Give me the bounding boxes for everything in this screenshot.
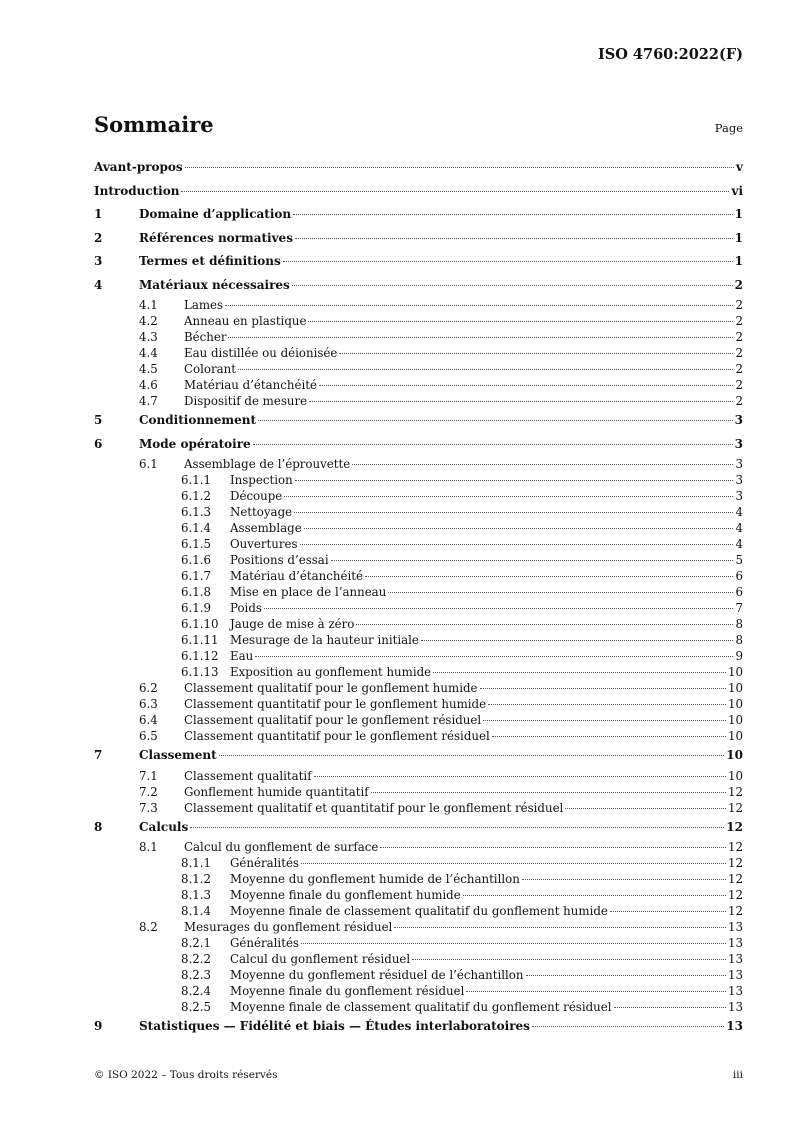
- toc-entry-number: 8.2.1: [181, 936, 212, 950]
- dot-leader: [255, 656, 733, 657]
- toc-entry[interactable]: [94, 504, 743, 520]
- toc-entry[interactable]: [94, 903, 743, 919]
- toc-entry-title: Mode opératoire: [139, 436, 251, 451]
- toc-entry[interactable]: [94, 600, 743, 616]
- toc-entry-title: Matériau d’étanchéité: [184, 378, 317, 392]
- dot-leader: [284, 496, 733, 497]
- toc-entry-number: 8.2.5: [181, 1000, 212, 1014]
- toc-entry-number: 6.1.13: [181, 665, 219, 679]
- toc-entry-title: Eau distillée ou déionisée: [184, 346, 338, 360]
- toc-entry-page: 3: [735, 473, 743, 487]
- dot-leader: [264, 608, 734, 609]
- toc-entry[interactable]: [94, 520, 743, 536]
- toc-entry-title: Eau: [230, 649, 254, 663]
- toc-entry-page: 6: [735, 585, 743, 599]
- toc-entry-title: Classement quantitatif pour le gonflement résiduel: [184, 729, 490, 743]
- dot-leader: [565, 808, 726, 809]
- dot-leader: [185, 167, 734, 168]
- toc-entry-number: 4.2: [139, 314, 158, 328]
- toc-entry[interactable]: [94, 568, 743, 584]
- page-footer: [94, 1069, 743, 1081]
- toc-entry-number: 8.1.1: [181, 856, 212, 870]
- copyright-notice: © ISO 2022 – Tous droits réservés: [94, 1069, 278, 1081]
- toc-entry[interactable]: [94, 871, 743, 887]
- toc-entry-number: 8.1.3: [181, 888, 212, 902]
- dot-leader: [253, 444, 733, 445]
- toc-entry-number: 4.4: [139, 346, 158, 360]
- toc-entry-title: Poids: [230, 601, 262, 615]
- dot-leader: [492, 736, 726, 737]
- toc-entry-title: Moyenne finale de classement qualitatif du gonflement résiduel: [230, 1000, 612, 1014]
- toc-entry-title: Assemblage de l’éprouvette: [184, 457, 351, 471]
- toc-entry-title: Gonflement humide quantitatif: [184, 784, 369, 799]
- toc-entry-title: Références normatives: [139, 230, 293, 245]
- dot-leader: [488, 704, 726, 705]
- toc-entry-title: Calcul du gonflement de surface: [184, 840, 379, 854]
- toc-entry-page: 2: [735, 346, 743, 360]
- toc-entry-page: 10: [727, 729, 743, 743]
- dot-leader: [301, 943, 726, 944]
- toc-entry-title: Inspection: [230, 473, 293, 487]
- toc-entry-page: vi: [731, 183, 743, 198]
- toc-entry[interactable]: [94, 180, 743, 204]
- toc-entry-page: 8: [735, 617, 743, 631]
- toc-entry[interactable]: [94, 552, 743, 568]
- toc-entry-title: Termes et définitions: [139, 254, 281, 268]
- toc-entry[interactable]: [94, 156, 743, 180]
- toc-entry-number: 7.1: [139, 768, 158, 783]
- toc-entry[interactable]: [94, 203, 743, 227]
- dot-leader: [466, 991, 726, 992]
- toc-entry-page: 13: [727, 936, 743, 950]
- toc-entry[interactable]: [94, 584, 743, 600]
- toc-entry[interactable]: [94, 345, 743, 361]
- dot-leader: [339, 353, 733, 354]
- toc-entry[interactable]: [94, 784, 743, 800]
- toc-entry[interactable]: [94, 839, 743, 855]
- toc-entry-title: Jauge de mise à zéro: [230, 617, 355, 631]
- toc-entry-page: 6: [735, 569, 743, 583]
- dot-leader: [308, 321, 733, 322]
- dot-leader: [610, 911, 726, 912]
- dot-leader: [181, 191, 729, 192]
- toc-entry-number: 7.3: [139, 800, 158, 815]
- dot-leader: [309, 401, 733, 402]
- toc-entry-page: 10: [727, 697, 743, 711]
- toc-entry-number: 7: [94, 748, 103, 762]
- toc-entry-number: 6.1.8: [181, 585, 212, 599]
- toc-entry-page: 3: [735, 457, 743, 471]
- toc-entry-number: 8.1.4: [181, 904, 212, 918]
- toc-entry-title: Conditionnement: [139, 413, 257, 427]
- toc-entry-number: 6.1.5: [181, 537, 212, 551]
- toc-entry-page: 12: [727, 872, 743, 886]
- toc-entry-page: 12: [727, 800, 743, 815]
- dot-leader: [300, 544, 734, 545]
- toc-entry-number: 4.1: [139, 298, 158, 312]
- toc-entry-number: 6.1.6: [181, 553, 212, 567]
- toc-entry-title: Moyenne du gonflement résiduel de l’échantillon: [230, 968, 524, 982]
- toc-entry-page: 1: [734, 254, 743, 268]
- toc-entry[interactable]: [94, 919, 743, 935]
- toc-entry-title: Exposition au gonflement humide: [230, 665, 432, 679]
- dot-leader: [614, 1007, 726, 1008]
- dot-leader: [433, 672, 726, 673]
- toc-entry-title: Généralités: [230, 856, 299, 870]
- toc-entry[interactable]: [94, 456, 743, 472]
- dot-leader: [526, 975, 726, 976]
- toc-entry[interactable]: [94, 680, 743, 696]
- toc-entry-page: 12: [727, 840, 743, 854]
- toc-title: Sommaire: [94, 112, 214, 137]
- toc-entry-title: Classement quantitatif pour le gonflement humide: [184, 697, 487, 711]
- toc-entry-page: 13: [727, 1000, 743, 1014]
- toc-entry-title: Calculs: [139, 819, 189, 834]
- dot-leader: [522, 879, 726, 880]
- toc-entry-number: 6.1.11: [181, 633, 219, 647]
- dot-leader: [219, 755, 725, 756]
- toc-entry-title: Découpe: [230, 489, 283, 503]
- dot-leader: [295, 238, 733, 239]
- toc-entry[interactable]: [94, 935, 743, 951]
- toc-entry-title: Introduction: [94, 183, 180, 198]
- toc-entry-page: 5: [735, 553, 743, 567]
- toc-entry-number: 6.1.1: [181, 473, 212, 487]
- toc-entry[interactable]: [94, 696, 743, 712]
- toc-entry-page: 10: [726, 748, 743, 762]
- toc-entry-page: 12: [727, 784, 743, 799]
- dot-leader: [421, 640, 734, 641]
- toc-entry-title: Moyenne finale du gonflement humide: [230, 888, 461, 902]
- toc-entry-number: 8.2.4: [181, 984, 212, 998]
- toc-entry[interactable]: [94, 297, 743, 313]
- dot-leader: [371, 792, 726, 793]
- dot-leader: [394, 927, 726, 928]
- toc-entry[interactable]: [94, 433, 743, 457]
- dot-leader: [283, 261, 733, 262]
- dot-leader: [225, 305, 733, 306]
- toc-entry-title: Dispositif de mesure: [184, 394, 308, 408]
- toc-entry-number: 6.1.4: [181, 521, 212, 535]
- toc-entry-title: Avant-propos: [94, 160, 183, 174]
- toc-entry-title: Nettoyage: [230, 505, 293, 519]
- toc-entry-title: Matériau d’étanchéité: [230, 569, 363, 583]
- toc-entry[interactable]: [94, 274, 743, 298]
- toc-entry-page: 9: [735, 649, 743, 663]
- toc-entry[interactable]: [94, 951, 743, 967]
- dot-leader: [463, 895, 726, 896]
- toc-entry-title: Mise en place de l’anneau: [230, 585, 387, 599]
- toc-entry-title: Statistiques — Fidélité et biais — Études interlaboratoires: [139, 1019, 530, 1033]
- toc-entry-title: Colorant: [184, 362, 237, 376]
- toc-entry-number: 2: [94, 230, 103, 245]
- toc-entry-number: 6.4: [139, 713, 158, 727]
- toc-entry-number: 8: [94, 819, 103, 834]
- toc-entry-title: Anneau en plastique: [184, 314, 307, 328]
- toc-entry[interactable]: [94, 377, 743, 393]
- toc-entry-page: 13: [727, 984, 743, 998]
- toc-entry-page: 12: [727, 904, 743, 918]
- dot-leader: [292, 285, 733, 286]
- toc-entry-page: 10: [727, 713, 743, 727]
- toc-entry-page: 13: [727, 952, 743, 966]
- toc-entry[interactable]: [94, 472, 743, 488]
- dot-leader: [412, 959, 726, 960]
- toc-entry-number: 4.7: [139, 394, 158, 408]
- toc-entry-page: 10: [727, 768, 743, 783]
- toc-entry-title: Ouvertures: [230, 537, 298, 551]
- toc-entry[interactable]: [94, 227, 743, 251]
- toc-entry-page: 2: [735, 362, 743, 376]
- dot-leader: [228, 337, 733, 338]
- dot-leader: [319, 385, 734, 386]
- dot-leader: [480, 688, 726, 689]
- toc-entry-page: 12: [727, 888, 743, 902]
- toc-entry[interactable]: [94, 250, 743, 274]
- toc-entry-number: 4.6: [139, 378, 158, 392]
- dot-leader: [356, 624, 733, 625]
- dot-leader: [388, 592, 733, 593]
- toc-entry-number: 6.1.9: [181, 601, 212, 615]
- toc-entry-page: 12: [726, 819, 743, 834]
- toc-entry-page: 1: [734, 207, 743, 221]
- toc-entry-number: 9: [94, 1019, 103, 1033]
- toc-entry-page: 4: [735, 505, 743, 519]
- toc-entry-page: 2: [734, 277, 743, 292]
- toc-entry-page: 3: [734, 436, 743, 451]
- toc-entry-title: Positions d’essai: [230, 553, 329, 567]
- toc-entry[interactable]: [94, 361, 743, 377]
- toc-entry-title: Matériaux nécessaires: [139, 277, 290, 292]
- toc-entry-page: 13: [727, 968, 743, 982]
- page-column-label: Page: [714, 121, 743, 135]
- toc-entry-number: 4.5: [139, 362, 158, 376]
- toc-entry-number: 6: [94, 436, 103, 451]
- toc-entry[interactable]: [94, 816, 743, 840]
- toc-entry[interactable]: [94, 616, 743, 632]
- toc-entry-page: 8: [735, 633, 743, 647]
- toc-entry-title: Classement qualitatif pour le gonflement résiduel: [184, 713, 482, 727]
- toc-entry-title: Classement qualitatif: [184, 768, 312, 783]
- toc-entry[interactable]: [94, 800, 743, 816]
- dot-leader: [190, 827, 724, 828]
- toc-entry-number: 6.1.7: [181, 569, 212, 583]
- toc-entry-title: Mesurages du gonflement résiduel: [184, 920, 393, 934]
- toc-entry[interactable]: [94, 983, 743, 999]
- toc-entry[interactable]: [94, 632, 743, 648]
- toc-entry-title: Lames: [184, 298, 224, 312]
- toc-entry-number: 4: [94, 277, 103, 292]
- dot-leader: [238, 369, 733, 370]
- toc-entry-title: Moyenne du gonflement humide de l’échantillon: [230, 872, 520, 886]
- dot-leader: [293, 214, 733, 215]
- table-of-contents: [94, 156, 743, 1039]
- toc-entry-title: Domaine d’application: [139, 207, 292, 221]
- toc-entry-page: 2: [735, 394, 743, 408]
- toc-entry-number: 8.2.3: [181, 968, 212, 982]
- toc-entry-page: 2: [735, 298, 743, 312]
- toc-entry[interactable]: [94, 648, 743, 664]
- toc-entry[interactable]: [94, 712, 743, 728]
- toc-entry[interactable]: [94, 1015, 743, 1039]
- toc-entry-title: Classement: [139, 748, 217, 762]
- toc-entry[interactable]: [94, 536, 743, 552]
- toc-entry-number: 1: [94, 207, 103, 221]
- toc-entry-page: 13: [727, 920, 743, 934]
- toc-entry-page: 7: [735, 601, 743, 615]
- toc-entry-title: Classement qualitatif et quantitatif pour le gonflement résiduel: [184, 800, 564, 815]
- toc-entry[interactable]: [94, 967, 743, 983]
- page-number: iii: [732, 1069, 743, 1081]
- toc-entry-number: 6.2: [139, 681, 158, 695]
- toc-entry-number: 4.3: [139, 330, 158, 344]
- toc-entry-number: 8.2: [139, 920, 158, 934]
- dot-leader: [301, 863, 726, 864]
- toc-entry-number: 6.1.2: [181, 489, 212, 503]
- toc-entry[interactable]: [94, 393, 743, 409]
- toc-entry-page: 10: [727, 665, 743, 679]
- toc-entry-title: Mesurage de la hauteur initiale: [230, 633, 419, 647]
- toc-entry-page: 13: [726, 1019, 743, 1033]
- toc-entry-page: 3: [734, 413, 743, 427]
- dot-leader: [532, 1026, 724, 1027]
- toc-entry[interactable]: [94, 768, 743, 784]
- toc-entry[interactable]: [94, 887, 743, 903]
- toc-entry-page: 4: [735, 521, 743, 535]
- toc-entry-number: 6.1.3: [181, 505, 212, 519]
- dot-leader: [380, 847, 726, 848]
- dot-leader: [483, 720, 726, 721]
- toc-entry-number: 6.1.10: [181, 617, 219, 631]
- toc-entry[interactable]: [94, 728, 743, 744]
- toc-entry-title: Moyenne finale de classement qualitatif du gonflement humide: [230, 904, 608, 918]
- toc-entry[interactable]: [94, 664, 743, 680]
- toc-entry-page: 3: [735, 489, 743, 503]
- toc-entry-page: 1: [734, 230, 743, 245]
- toc-entry-title: Calcul du gonflement résiduel: [230, 952, 411, 966]
- toc-entry-title: Classement qualitatif pour le gonflement humide: [184, 681, 478, 695]
- toc-entry-page: 12: [727, 856, 743, 870]
- toc-entry-page: v: [736, 160, 743, 174]
- toc-entry[interactable]: [94, 855, 743, 871]
- toc-entry-number: 6.1.12: [181, 649, 219, 663]
- toc-entry-number: 8.1: [139, 840, 158, 854]
- toc-entry[interactable]: [94, 329, 743, 345]
- dot-leader: [258, 420, 733, 421]
- dot-leader: [304, 528, 734, 529]
- document-id: ISO 4760:2022(F): [597, 46, 743, 63]
- toc-entry-title: Bécher: [184, 330, 227, 344]
- dot-leader: [295, 480, 734, 481]
- toc-entry-number: 7.2: [139, 784, 158, 799]
- toc-entry-number: 8.2.2: [181, 952, 212, 966]
- dot-leader: [294, 512, 733, 513]
- toc-entry-number: 8.1.2: [181, 872, 212, 886]
- toc-entry-page: 2: [735, 330, 743, 344]
- dot-leader: [352, 464, 733, 465]
- toc-heading-row: [94, 112, 743, 137]
- toc-entry[interactable]: [94, 488, 743, 504]
- toc-entry-number: 5: [94, 413, 103, 427]
- toc-entry-page: 2: [735, 314, 743, 328]
- toc-entry-page: 2: [735, 378, 743, 392]
- dot-leader: [331, 560, 734, 561]
- toc-entry-title: Généralités: [230, 936, 299, 950]
- toc-entry-title: Assemblage: [230, 521, 302, 535]
- toc-entry-title: Moyenne finale du gonflement résiduel: [230, 984, 465, 998]
- dot-leader: [365, 576, 734, 577]
- toc-entry[interactable]: [94, 409, 743, 433]
- toc-entry-number: 6.3: [139, 697, 158, 711]
- toc-entry-page: 4: [735, 537, 743, 551]
- toc-entry-number: 6.5: [139, 729, 158, 743]
- dot-leader: [314, 776, 726, 777]
- toc-entry-number: 3: [94, 254, 103, 268]
- toc-entry[interactable]: [94, 999, 743, 1015]
- toc-entry-page: 10: [727, 681, 743, 695]
- toc-entry[interactable]: [94, 313, 743, 329]
- toc-entry-number: 6.1: [139, 457, 158, 471]
- toc-entry[interactable]: [94, 744, 743, 768]
